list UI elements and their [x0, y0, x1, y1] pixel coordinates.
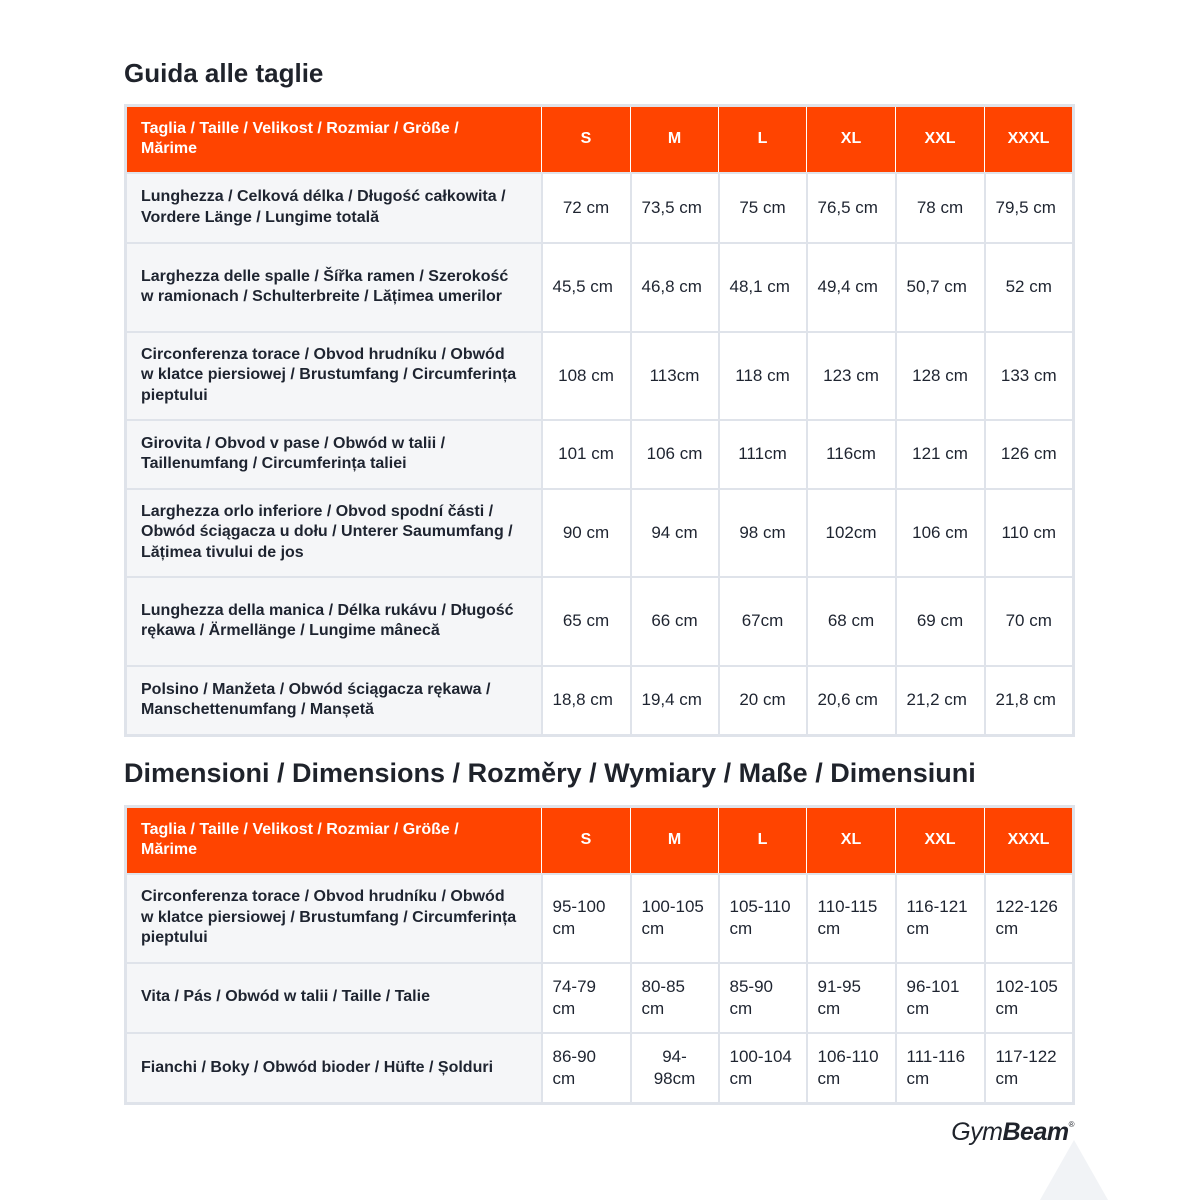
row-label: Polsino / Manžeta / Obwód ściągacza rękawa / Manschettenumfang / Manșetă: [126, 666, 542, 736]
table-cell: 98 cm: [719, 489, 807, 577]
table-cell: 90 cm: [542, 489, 631, 577]
size-header-xxl: XXL: [896, 106, 985, 173]
table-cell: 70 cm: [985, 577, 1074, 666]
table-cell: 21,2 cm: [896, 666, 985, 736]
table-cell: 48,1 cm: [719, 243, 807, 332]
row-label: Larghezza orlo inferiore / Obvod spodní části / Obwód ściągacza u dołu / Unterer Saumumfang / Lățimea tivului de jos: [126, 489, 542, 577]
table-cell: 122-126 cm: [985, 874, 1074, 963]
size-header-m: M: [631, 807, 719, 874]
table-row: [126, 173, 1074, 243]
size-header-label: Taglia / Taille / Velikost / Rozmiar / Größe / Mărime: [126, 807, 542, 874]
row-label: Lunghezza della manica / Délka rukávu / Długość rękawa / Ärmellänge / Lungime mânecă: [126, 577, 542, 666]
dimensions-table: [124, 805, 1075, 1105]
table-cell: 80-85 cm: [631, 963, 719, 1033]
corner-decoration: [1040, 1140, 1108, 1200]
size-header-xxl: XXL: [896, 807, 985, 874]
table-cell: 68 cm: [807, 577, 896, 666]
table-row: [126, 577, 1074, 666]
table-cell: 76,5 cm: [807, 173, 896, 243]
size-header-m: M: [631, 106, 719, 173]
row-label: Circonferenza torace / Obvod hrudníku / Obwód w klatce piersiowej / Brustumfang / Circumferința pieptului: [126, 332, 542, 420]
table-row: [126, 489, 1074, 577]
table-cell: 108 cm: [542, 332, 631, 420]
table-cell: 49,4 cm: [807, 243, 896, 332]
table-cell: 75 cm: [719, 173, 807, 243]
table-cell: 102-105 cm: [985, 963, 1074, 1033]
size-guide-table: [124, 104, 1075, 737]
table-header-row: [126, 106, 1074, 173]
row-label: Circonferenza torace / Obvod hrudníku / Obwód w klatce piersiowej / Brustumfang / Circumferința pieptului: [126, 874, 542, 963]
table-cell: 117-122 cm: [985, 1033, 1074, 1104]
table-cell: 20 cm: [719, 666, 807, 736]
table-cell: 116cm: [807, 420, 896, 489]
table-cell: 67cm: [719, 577, 807, 666]
row-label: Larghezza delle spalle / Šířka ramen / Szerokość w ramionach / Schulterbreite / Lățimea umerilor: [126, 243, 542, 332]
size-header-l: L: [719, 106, 807, 173]
table-header-row: [126, 807, 1074, 874]
table-cell: 111cm: [719, 420, 807, 489]
row-label: Fianchi / Boky / Obwód bioder / Hüfte / Șolduri: [126, 1033, 542, 1104]
row-label: Lunghezza / Celková délka / Długość całkowita / Vordere Länge / Lungime totală: [126, 173, 542, 243]
table-cell: 20,6 cm: [807, 666, 896, 736]
dimensions-title: Dimensioni / Dimensions / Rozměry / Wymiary / Maße / Dimensiuni: [124, 758, 976, 788]
size-header-label: Taglia / Taille / Velikost / Rozmiar / Größe / Mărime: [126, 106, 542, 173]
size-header-s: S: [542, 106, 631, 173]
table-cell: 18,8 cm: [542, 666, 631, 736]
table-cell: 46,8 cm: [631, 243, 719, 332]
table-cell: 113cm: [631, 332, 719, 420]
table-cell: 106 cm: [631, 420, 719, 489]
table-cell: 73,5 cm: [631, 173, 719, 243]
size-header-l: L: [719, 807, 807, 874]
table-cell: 102cm: [807, 489, 896, 577]
table-cell: 118 cm: [719, 332, 807, 420]
table-cell: 69 cm: [896, 577, 985, 666]
table-row: [126, 1033, 1074, 1104]
table-cell: 95-100 cm: [542, 874, 631, 963]
table-cell: 79,5 cm: [985, 173, 1074, 243]
logo-text-light: Gym: [951, 1118, 1003, 1146]
table-cell: 111-116 cm: [896, 1033, 985, 1104]
row-label: Vita / Pás / Obwód w talii / Taille / Talie: [126, 963, 542, 1033]
table-cell: 96-101 cm: [896, 963, 985, 1033]
row-label: Girovita / Obvod v pase / Obwód w talii / Taillenumfang / Circumferința taliei: [126, 420, 542, 489]
table-cell: 133 cm: [985, 332, 1074, 420]
registered-mark: ®: [1068, 1120, 1074, 1129]
table-cell: 123 cm: [807, 332, 896, 420]
table-cell: 86-90 cm: [542, 1033, 631, 1104]
table-cell: 116-121 cm: [896, 874, 985, 963]
size-header-xl: XL: [807, 106, 896, 173]
table-cell: 19,4 cm: [631, 666, 719, 736]
table-cell: 128 cm: [896, 332, 985, 420]
table-cell: 45,5 cm: [542, 243, 631, 332]
table-cell: 85-90 cm: [719, 963, 807, 1033]
table-cell: 21,8 cm: [985, 666, 1074, 736]
table-cell: 100-105 cm: [631, 874, 719, 963]
table-cell: 50,7 cm: [896, 243, 985, 332]
table-cell: 94-98cm: [631, 1033, 719, 1104]
table-cell: 126 cm: [985, 420, 1074, 489]
table-cell: 66 cm: [631, 577, 719, 666]
table-cell: 52 cm: [985, 243, 1074, 332]
table-row: [126, 332, 1074, 420]
table-cell: 78 cm: [896, 173, 985, 243]
table-cell: 94 cm: [631, 489, 719, 577]
table-cell: 105-110 cm: [719, 874, 807, 963]
table-row: [126, 420, 1074, 489]
table-cell: 65 cm: [542, 577, 631, 666]
size-header-xl: XL: [807, 807, 896, 874]
logo-text-bold: Beam: [1002, 1118, 1069, 1146]
table-cell: 110 cm: [985, 489, 1074, 577]
table-row: [126, 963, 1074, 1033]
table-row: [126, 666, 1074, 736]
table-cell: 101 cm: [542, 420, 631, 489]
size-header-s: S: [542, 807, 631, 874]
table-cell: 74-79 cm: [542, 963, 631, 1033]
table-row: [126, 243, 1074, 332]
table-cell: 72 cm: [542, 173, 631, 243]
size-header-xxxl: XXXL: [985, 106, 1074, 173]
table-cell: 121 cm: [896, 420, 985, 489]
table-cell: 106-110 cm: [807, 1033, 896, 1104]
size-header-xxxl: XXXL: [985, 807, 1074, 874]
table-cell: 91-95 cm: [807, 963, 896, 1033]
size-guide-title: Guida alle taglie: [124, 58, 324, 88]
table-cell: 110-115 cm: [807, 874, 896, 963]
table-row: [126, 874, 1074, 963]
table-cell: 106 cm: [896, 489, 985, 577]
table-cell: 100-104 cm: [719, 1033, 807, 1104]
